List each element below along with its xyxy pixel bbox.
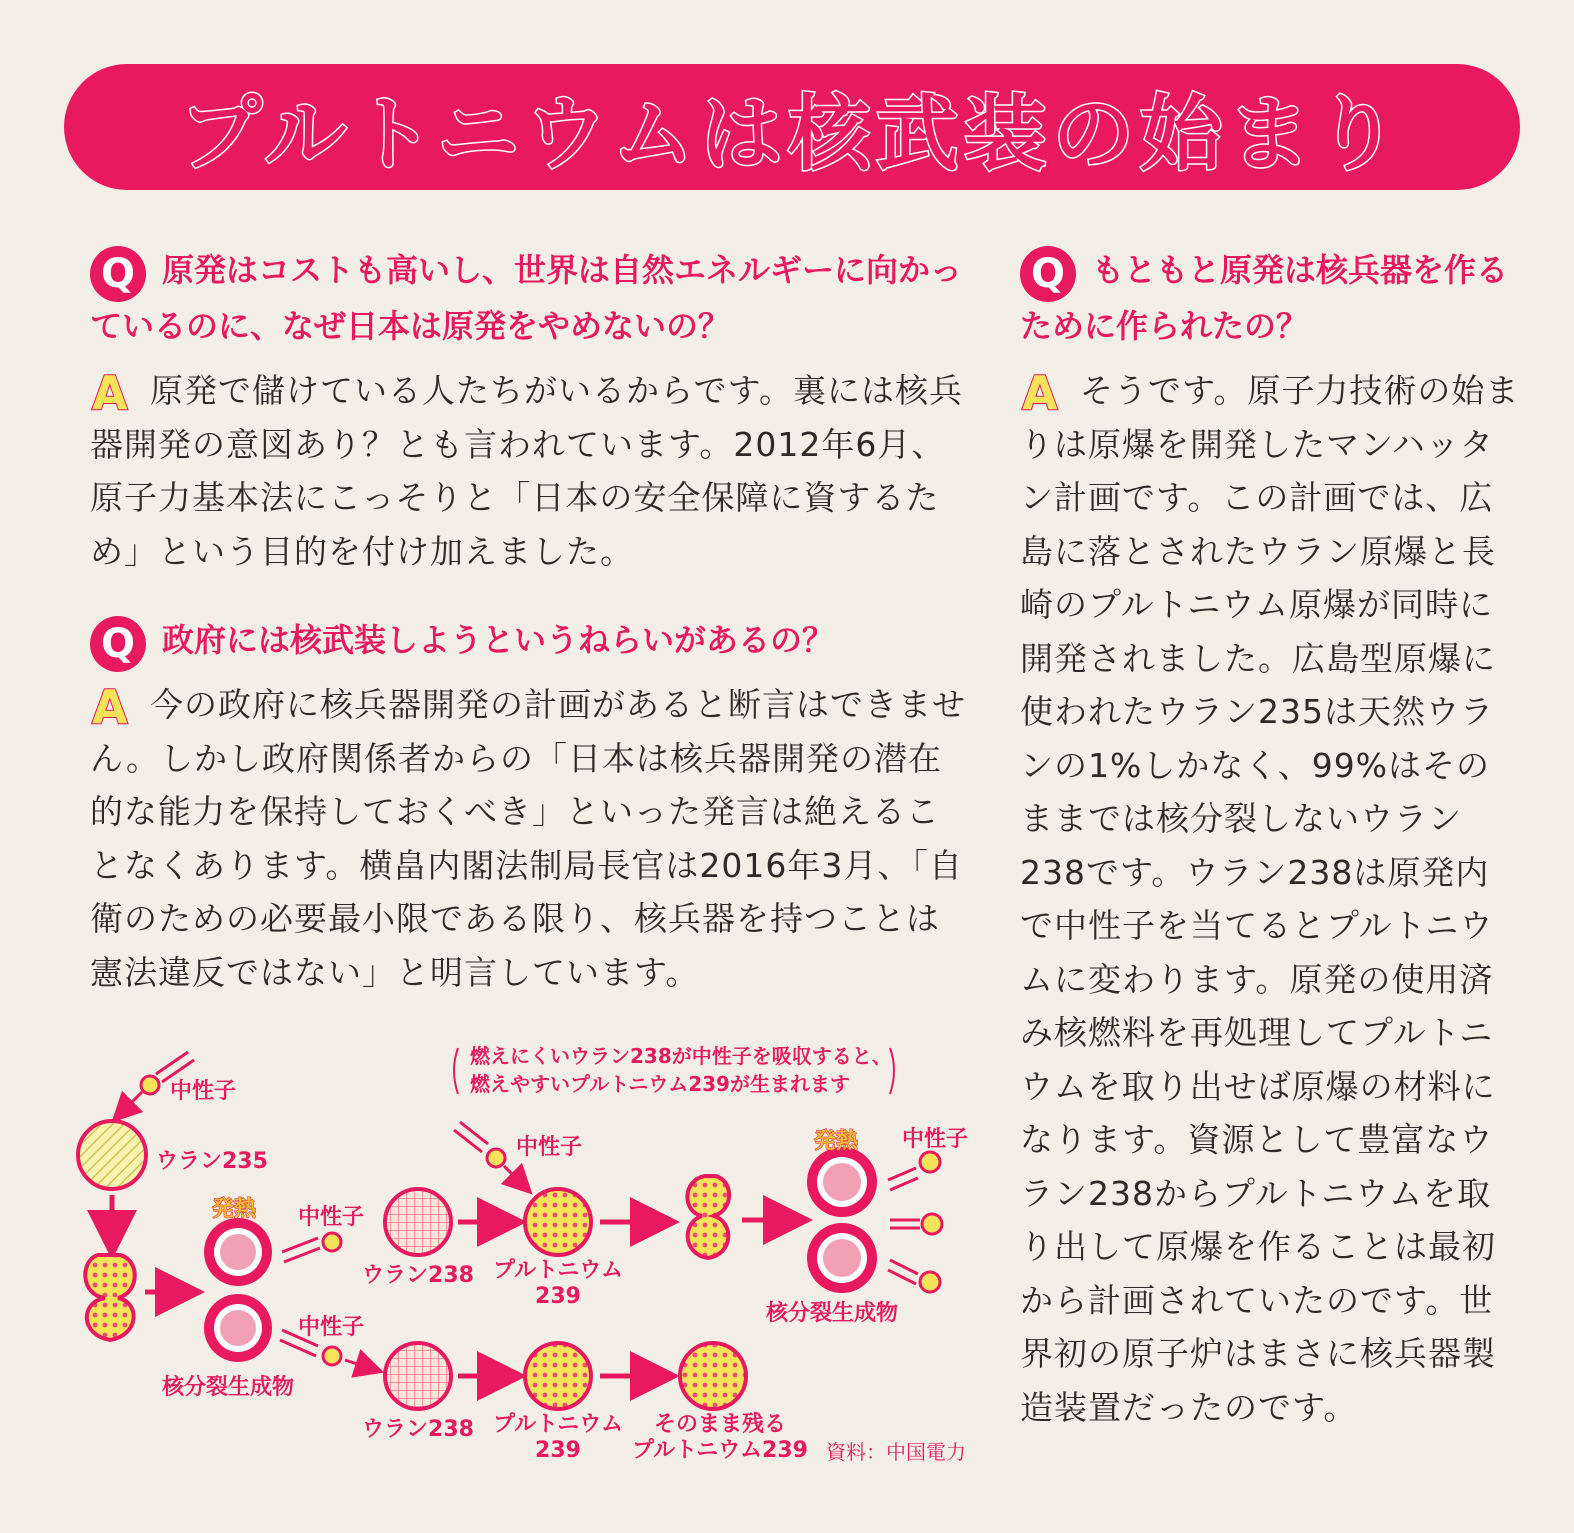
fission-products-label: 核分裂生成物 — [162, 1375, 295, 1400]
right-column — [1020, 242, 1520, 1434]
neutron-label: 中性子 — [298, 1205, 365, 1230]
answer-3 — [1020, 364, 1520, 1434]
plutonium239-label — [493, 1258, 623, 1310]
q-icon: Q — [1020, 246, 1076, 302]
plutonium239-line-2: 239 — [535, 1284, 581, 1309]
source-credit: 資料：中国電力 — [826, 1440, 966, 1464]
question-text: もともと原発は核兵器を作るために作られたの？ — [1020, 251, 1509, 345]
plutonium239-label — [493, 1412, 623, 1464]
neutron-label: 中性子 — [516, 1135, 583, 1160]
plutonium239-line-1: プルトニウム — [492, 1412, 624, 1437]
question-3 — [1020, 242, 1520, 354]
remains-line-2: プルトニウム239 — [632, 1438, 808, 1463]
heat-label: 発熱 — [212, 1197, 257, 1222]
answer-2 — [90, 678, 970, 999]
note-line-1: 燃えにくいウラン238が中性子を吸収すると、 — [470, 1044, 892, 1068]
a-icon: A — [92, 680, 128, 734]
note-line-2: 燃えやすいプルトニウム239が生まれます — [470, 1072, 850, 1096]
a-icon: A — [92, 366, 128, 420]
neutron-label: 中性子 — [298, 1315, 365, 1340]
remaining-plutonium-label — [632, 1412, 808, 1464]
q-icon: Q — [90, 616, 146, 672]
q-icon: Q — [90, 246, 146, 302]
a-icon: A — [1022, 366, 1058, 420]
uranium238-label: ウラン238 — [362, 1263, 474, 1288]
fission-diagram — [70, 1030, 990, 1470]
answer-text: 原発で儲けている人たちがいるからです。裏には核兵器開発の意図あり？とも言われています。2012年6月、原子力基本法にこっそりと「日本の安全保障に資するため」という目的を付け加えました。 — [90, 371, 964, 571]
uranium235-label: ウラン235 — [156, 1149, 268, 1174]
answer-text: 今の政府に核兵器開発の計画があると断言はできません。しかし政府関係者からの「日本は核兵器開発の潜在的な能力を保持しておくべき」といった発言は絶えることなくあります。横畠内閣法制局長官は2016年3月、「自衛のための必要最小限である限り、核兵器を持つことは憲法違反ではない」と明言しています。 — [90, 685, 966, 992]
plutonium239-line-2: 239 — [535, 1438, 581, 1463]
heat-label: 発熱 — [814, 1129, 859, 1154]
neutron-label: 中性子 — [170, 1079, 237, 1104]
uranium238-label: ウラン238 — [362, 1417, 474, 1442]
answer-text: そうです。原子力技術の始まりは原爆を開発したマンハッタン計画です。この計画では、広島に落とされたウラン原爆と長崎のプルトニウム原爆が同時に開発されました。広島型原爆に使われたウラン235は天然ウランの1%しかなく、99%はそのままでは核分裂しないウラン238です。ウラン238は原発内で中性子を当てるとプルトニウムに変わります。原発の使用済み核燃料を再処理してプルトニウムを取り出せば原爆の材料になります。資源として豊富なウラン238からプルトニウムを取り出して原爆を作ることは最初から計画されていたのです。世界初の原子炉はまさに核兵器製造装置だったのです。 — [1020, 371, 1520, 1427]
neutron-label: 中性子 — [902, 1127, 969, 1152]
fission-products-label: 核分裂生成物 — [766, 1301, 899, 1326]
page-title: プルトニウムは核武装の始まり — [179, 86, 1405, 182]
question-text: 政府には核武装しようというねらいがあるの？ — [162, 621, 835, 659]
remains-line-1: そのまま残る — [653, 1412, 787, 1437]
question-2 — [90, 612, 970, 668]
diagram-note — [470, 1042, 892, 1098]
title-banner — [64, 64, 1520, 190]
plutonium239-line-1: プルトニウム — [492, 1258, 624, 1283]
left-column — [90, 242, 970, 999]
question-text: 原発はコストも高いし、世界は自然エネルギーに向かっているのに、なぜ日本は原発をやめないの？ — [90, 251, 963, 345]
question-1 — [90, 242, 970, 354]
answer-1 — [90, 364, 970, 578]
